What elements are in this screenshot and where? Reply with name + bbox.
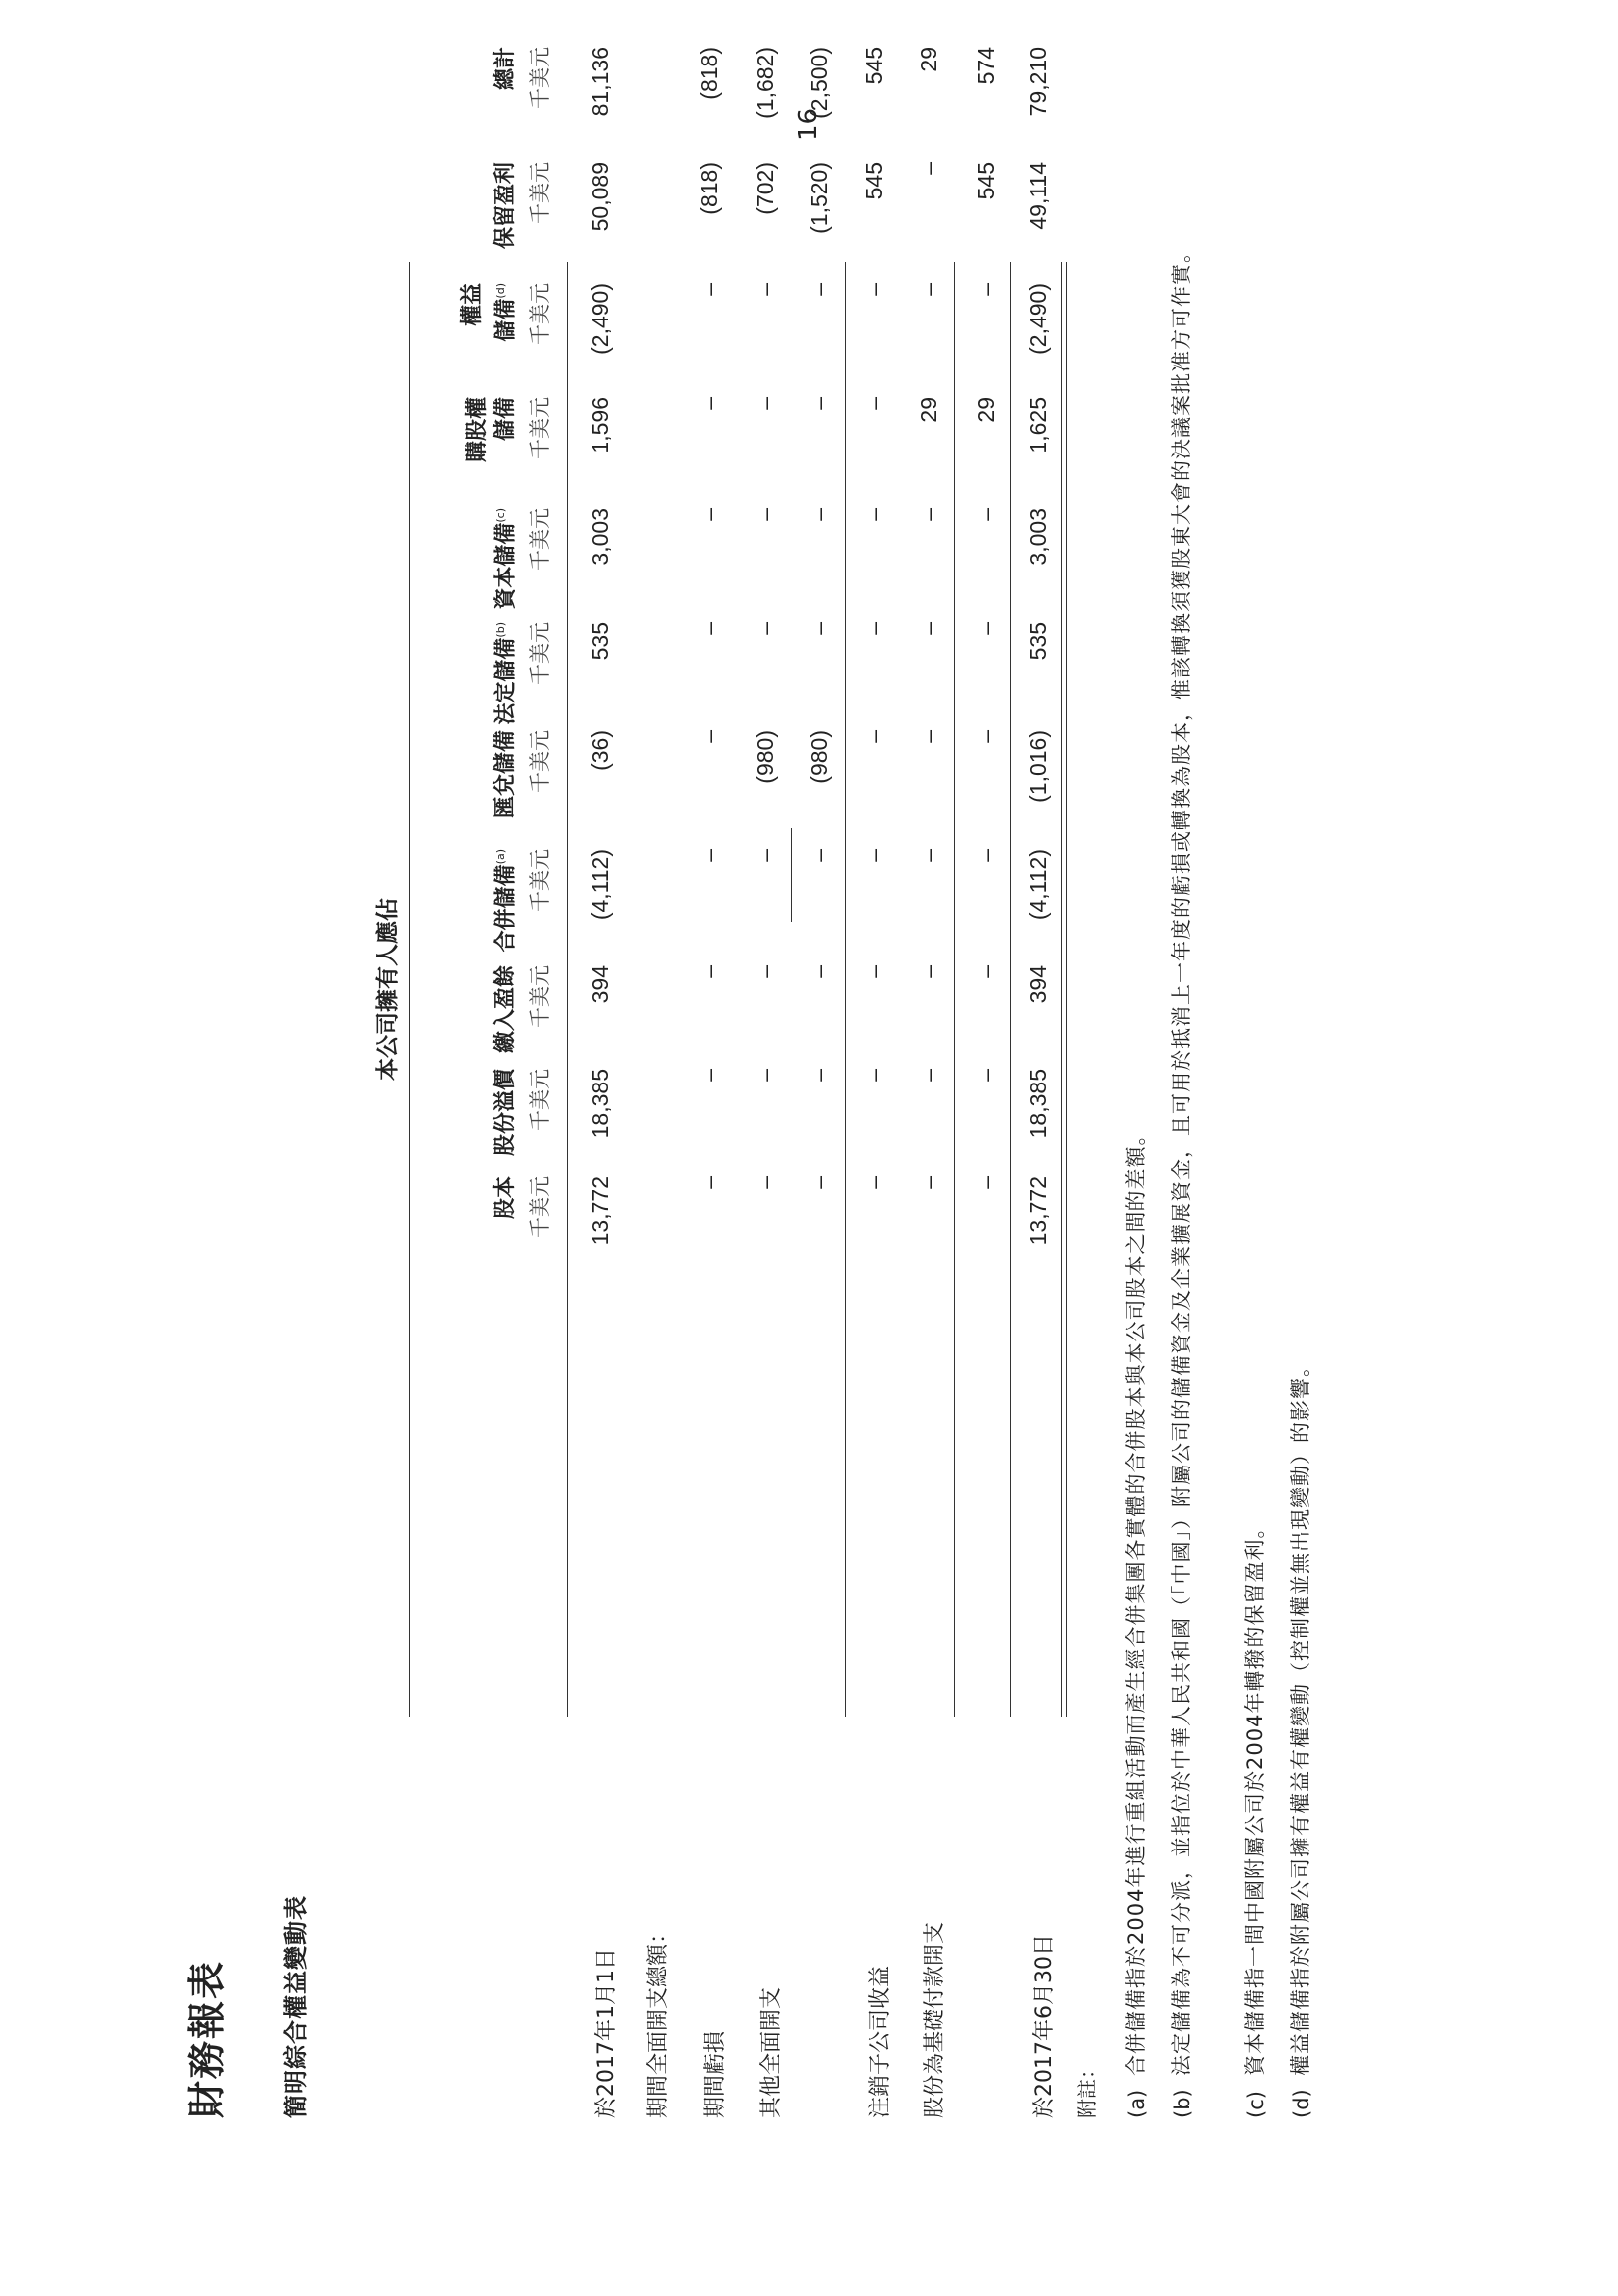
- table-cell: (980): [807, 730, 832, 784]
- row-label: 於2017年6月30日: [1032, 1934, 1057, 2118]
- note-key: (a): [1125, 2089, 1149, 2118]
- unit-label: 千美元: [528, 849, 552, 912]
- column-header-line: 權益: [459, 283, 485, 327]
- table-cell: 3,003: [1025, 508, 1051, 566]
- row-label: 於2017年1月1日: [594, 1948, 619, 2118]
- table-cell: 1,625: [1025, 397, 1051, 454]
- column-header: [421, 508, 520, 615]
- column-header-line: 總計: [493, 47, 518, 91]
- page-title: 財務報表: [186, 1959, 229, 2118]
- unit-label: 千美元: [528, 397, 552, 459]
- table-cell: –: [861, 965, 887, 978]
- row-label: 期間全面開支總額：: [646, 1921, 671, 2118]
- column-header-line: 匯兌儲備: [493, 730, 518, 819]
- note-key: (d): [1290, 2089, 1313, 2118]
- table-cell: 394: [587, 965, 613, 1004]
- table-cell: –: [807, 283, 832, 296]
- table-cell: –: [861, 1176, 887, 1189]
- table-cell: –: [861, 508, 887, 521]
- group-header: 本公司擁有人應佔: [375, 898, 401, 1081]
- table-cell: (1,016): [1025, 730, 1051, 803]
- table-cell: –: [752, 1069, 778, 1082]
- footnote-marker: (d): [493, 283, 507, 299]
- table-cell: (4,112): [1025, 849, 1051, 921]
- column-header-line: 股份溢價: [493, 1069, 518, 1157]
- table-cell: –: [916, 849, 941, 862]
- row-label: 注銷子公司收益: [868, 1965, 893, 2118]
- column-header-line: 合併儲備$^{(a)}$: [493, 849, 518, 953]
- column-header: [421, 965, 520, 1073]
- table-cell: –: [807, 965, 832, 978]
- unit-label: 千美元: [528, 622, 552, 685]
- table-cell: [916, 0, 942, 42]
- table-cell: –: [973, 622, 999, 635]
- table-cell: (818): [696, 162, 722, 215]
- table-cell: –: [916, 622, 941, 635]
- page-number: 16: [794, 107, 823, 141]
- table-cell: 535: [1025, 622, 1051, 661]
- table-rule: [1010, 262, 1011, 1717]
- table-cell: 18,385: [1025, 1069, 1051, 1139]
- table-cell: [973, 0, 1000, 42]
- table-cell: (980): [752, 730, 778, 784]
- table-cell: –: [973, 283, 999, 296]
- table-cell: –: [861, 849, 887, 862]
- column-header-line: 儲備$^{(d)}$: [493, 283, 518, 342]
- unit-label: 千美元: [528, 1069, 552, 1131]
- table-rule: [845, 262, 846, 1717]
- row-label: 期間虧損: [703, 2030, 728, 2118]
- column-header-line: 股本: [493, 1176, 518, 1220]
- column-header: [421, 47, 520, 154]
- table-cell: 545: [861, 47, 887, 85]
- table-cell: 394: [1025, 965, 1051, 1004]
- column-header: [421, 283, 520, 390]
- note-key: (c): [1244, 2091, 1268, 2118]
- table-cell: 79,210: [1025, 47, 1051, 117]
- statement-title: 簡明綜合權益變動表: [282, 1895, 310, 2118]
- table-cell: –: [807, 622, 832, 635]
- table-cell: –: [973, 508, 999, 521]
- table-cell: 13,772: [587, 1176, 613, 1246]
- table-cell: 50,089: [587, 162, 613, 232]
- table-cell: (2,490): [1025, 283, 1051, 355]
- footnote-marker: (a): [493, 849, 507, 865]
- table-cell: 574: [973, 47, 999, 85]
- table-cell: –: [916, 1069, 941, 1082]
- unit-label: 千美元: [528, 508, 552, 571]
- table-cell: (1,520): [807, 162, 832, 234]
- column-header-line: 法定儲備$^{(b)}$: [493, 622, 518, 725]
- unit-label: 千美元: [528, 283, 552, 345]
- table-cell: –: [696, 849, 722, 862]
- column-header-line: 儲備: [493, 397, 518, 442]
- table-cell: –: [696, 622, 722, 635]
- unit-label: 千美元: [528, 730, 552, 793]
- table-cell: (36): [587, 730, 613, 771]
- table-cell: 13,772: [1025, 1176, 1051, 1246]
- row-label: 其他全面開支: [759, 1986, 784, 2118]
- footnote-marker: (c): [493, 508, 507, 523]
- table-cell: –: [696, 283, 722, 296]
- table-cell: 29: [973, 397, 999, 423]
- group-header-rule: [409, 262, 410, 1717]
- table-rule: [1061, 262, 1067, 1717]
- table-cell: (2,500): [807, 47, 832, 119]
- table-cell: –: [861, 730, 887, 743]
- table-cell: (818): [696, 47, 722, 100]
- table-cell: –: [973, 965, 999, 978]
- column-header-line: 保留盈利: [493, 162, 518, 250]
- column-header: [421, 730, 520, 837]
- note-text: 資本儲備指一間中國附屬公司於2004年轉撥的保留盈利。: [1243, 1516, 1267, 2076]
- table-cell: –: [752, 965, 778, 978]
- column-header: [421, 1176, 520, 1283]
- table-cell: –: [807, 849, 832, 862]
- unit-label: 千美元: [528, 1176, 552, 1238]
- table-cell: –: [752, 849, 778, 862]
- table-cell: –: [973, 1069, 999, 1082]
- table-cell: [807, 0, 833, 42]
- table-cell: 29: [916, 397, 941, 423]
- table-cell: 81,136: [587, 47, 613, 117]
- table-rule: [567, 262, 568, 1717]
- table-cell: –: [696, 508, 722, 521]
- table-cell: –: [696, 1069, 722, 1082]
- table-cell: 18,385: [587, 1069, 613, 1139]
- column-header: [421, 1069, 520, 1176]
- table-cell: [861, 0, 888, 42]
- table-cell: –: [807, 508, 832, 521]
- table-cell: (2,490): [587, 283, 613, 355]
- column-header: [421, 849, 520, 957]
- unit-label: 千美元: [528, 47, 552, 109]
- table-cell: –: [861, 622, 887, 635]
- table-cell: –: [696, 1176, 722, 1189]
- table-cell: –: [973, 849, 999, 862]
- table-cell: –: [916, 1176, 941, 1189]
- column-header-line: 購股權: [465, 397, 490, 463]
- table-cell: –: [916, 162, 941, 175]
- table-cell: [1025, 0, 1052, 42]
- column-header: [421, 0, 520, 42]
- table-cell: –: [752, 1176, 778, 1189]
- unit-label: 千美元: [528, 965, 552, 1028]
- table-cell: [587, 0, 614, 42]
- table-cell: 545: [861, 162, 887, 200]
- table-cell: 1,596: [587, 397, 613, 454]
- column-header: [421, 162, 520, 269]
- table-cell: 545: [973, 162, 999, 200]
- table-cell: 3,003: [587, 508, 613, 566]
- table-cell: [752, 0, 779, 42]
- table-cell: –: [861, 283, 887, 296]
- notes-title: 附註：: [1075, 2059, 1099, 2118]
- table-cell: –: [752, 508, 778, 521]
- unit-label: 千美元: [528, 162, 552, 224]
- table-cell: –: [973, 1176, 999, 1189]
- table-cell: (1,682): [752, 47, 778, 119]
- table-rule: [791, 828, 792, 922]
- column-header: [421, 622, 520, 729]
- note-text: 合併儲備指於2004年進行重組活動而產生經合併集團各實體的合併股本與本公司股本之間的差額。: [1124, 1123, 1148, 2076]
- note-text: 權益儲備指於附屬公司擁有權益有權變動（控制權並無出現變動）的影響。: [1289, 1355, 1312, 2076]
- footnote-marker: (b): [493, 622, 507, 638]
- table-cell: [696, 0, 723, 42]
- table-cell: –: [916, 508, 941, 521]
- note-text: 法定儲備為不可分派，並指位於中華人民共和國（「中國」）附屬公司的儲備資金及企業擴展資金，且可用於抵消上一年度的虧損或轉換為股本，惟該轉換須獲股東大會的決議案批准方可作實。: [1170, 241, 1193, 2076]
- table-cell: –: [752, 622, 778, 635]
- table-cell: –: [752, 397, 778, 410]
- table-cell: –: [861, 397, 887, 410]
- table-cell: –: [973, 730, 999, 743]
- table-cell: 49,114: [1025, 162, 1051, 230]
- table-cell: –: [696, 965, 722, 978]
- table-cell: –: [916, 730, 941, 743]
- unit-label: [524, 0, 554, 42]
- column-header-line: 繳入盈餘: [493, 965, 518, 1054]
- table-rule: [954, 262, 955, 1717]
- table-cell: –: [696, 397, 722, 410]
- table-cell: –: [807, 1069, 832, 1082]
- table-cell: 29: [916, 47, 941, 72]
- table-cell: –: [916, 283, 941, 296]
- table-cell: (4,112): [587, 849, 613, 921]
- row-label: 股份為基礎付款開支: [923, 1921, 947, 2118]
- table-cell: –: [807, 397, 832, 410]
- table-cell: (702): [752, 162, 778, 215]
- table-cell: –: [696, 730, 722, 743]
- table-cell: –: [861, 1069, 887, 1082]
- column-header-line: 資本儲備$^{(c)}$: [493, 508, 518, 610]
- table-cell: –: [752, 283, 778, 296]
- note-key: (b): [1171, 2089, 1194, 2118]
- table-cell: –: [807, 1176, 832, 1189]
- table-cell: –: [916, 965, 941, 978]
- table-cell: 535: [587, 622, 613, 661]
- column-header: [421, 397, 520, 504]
